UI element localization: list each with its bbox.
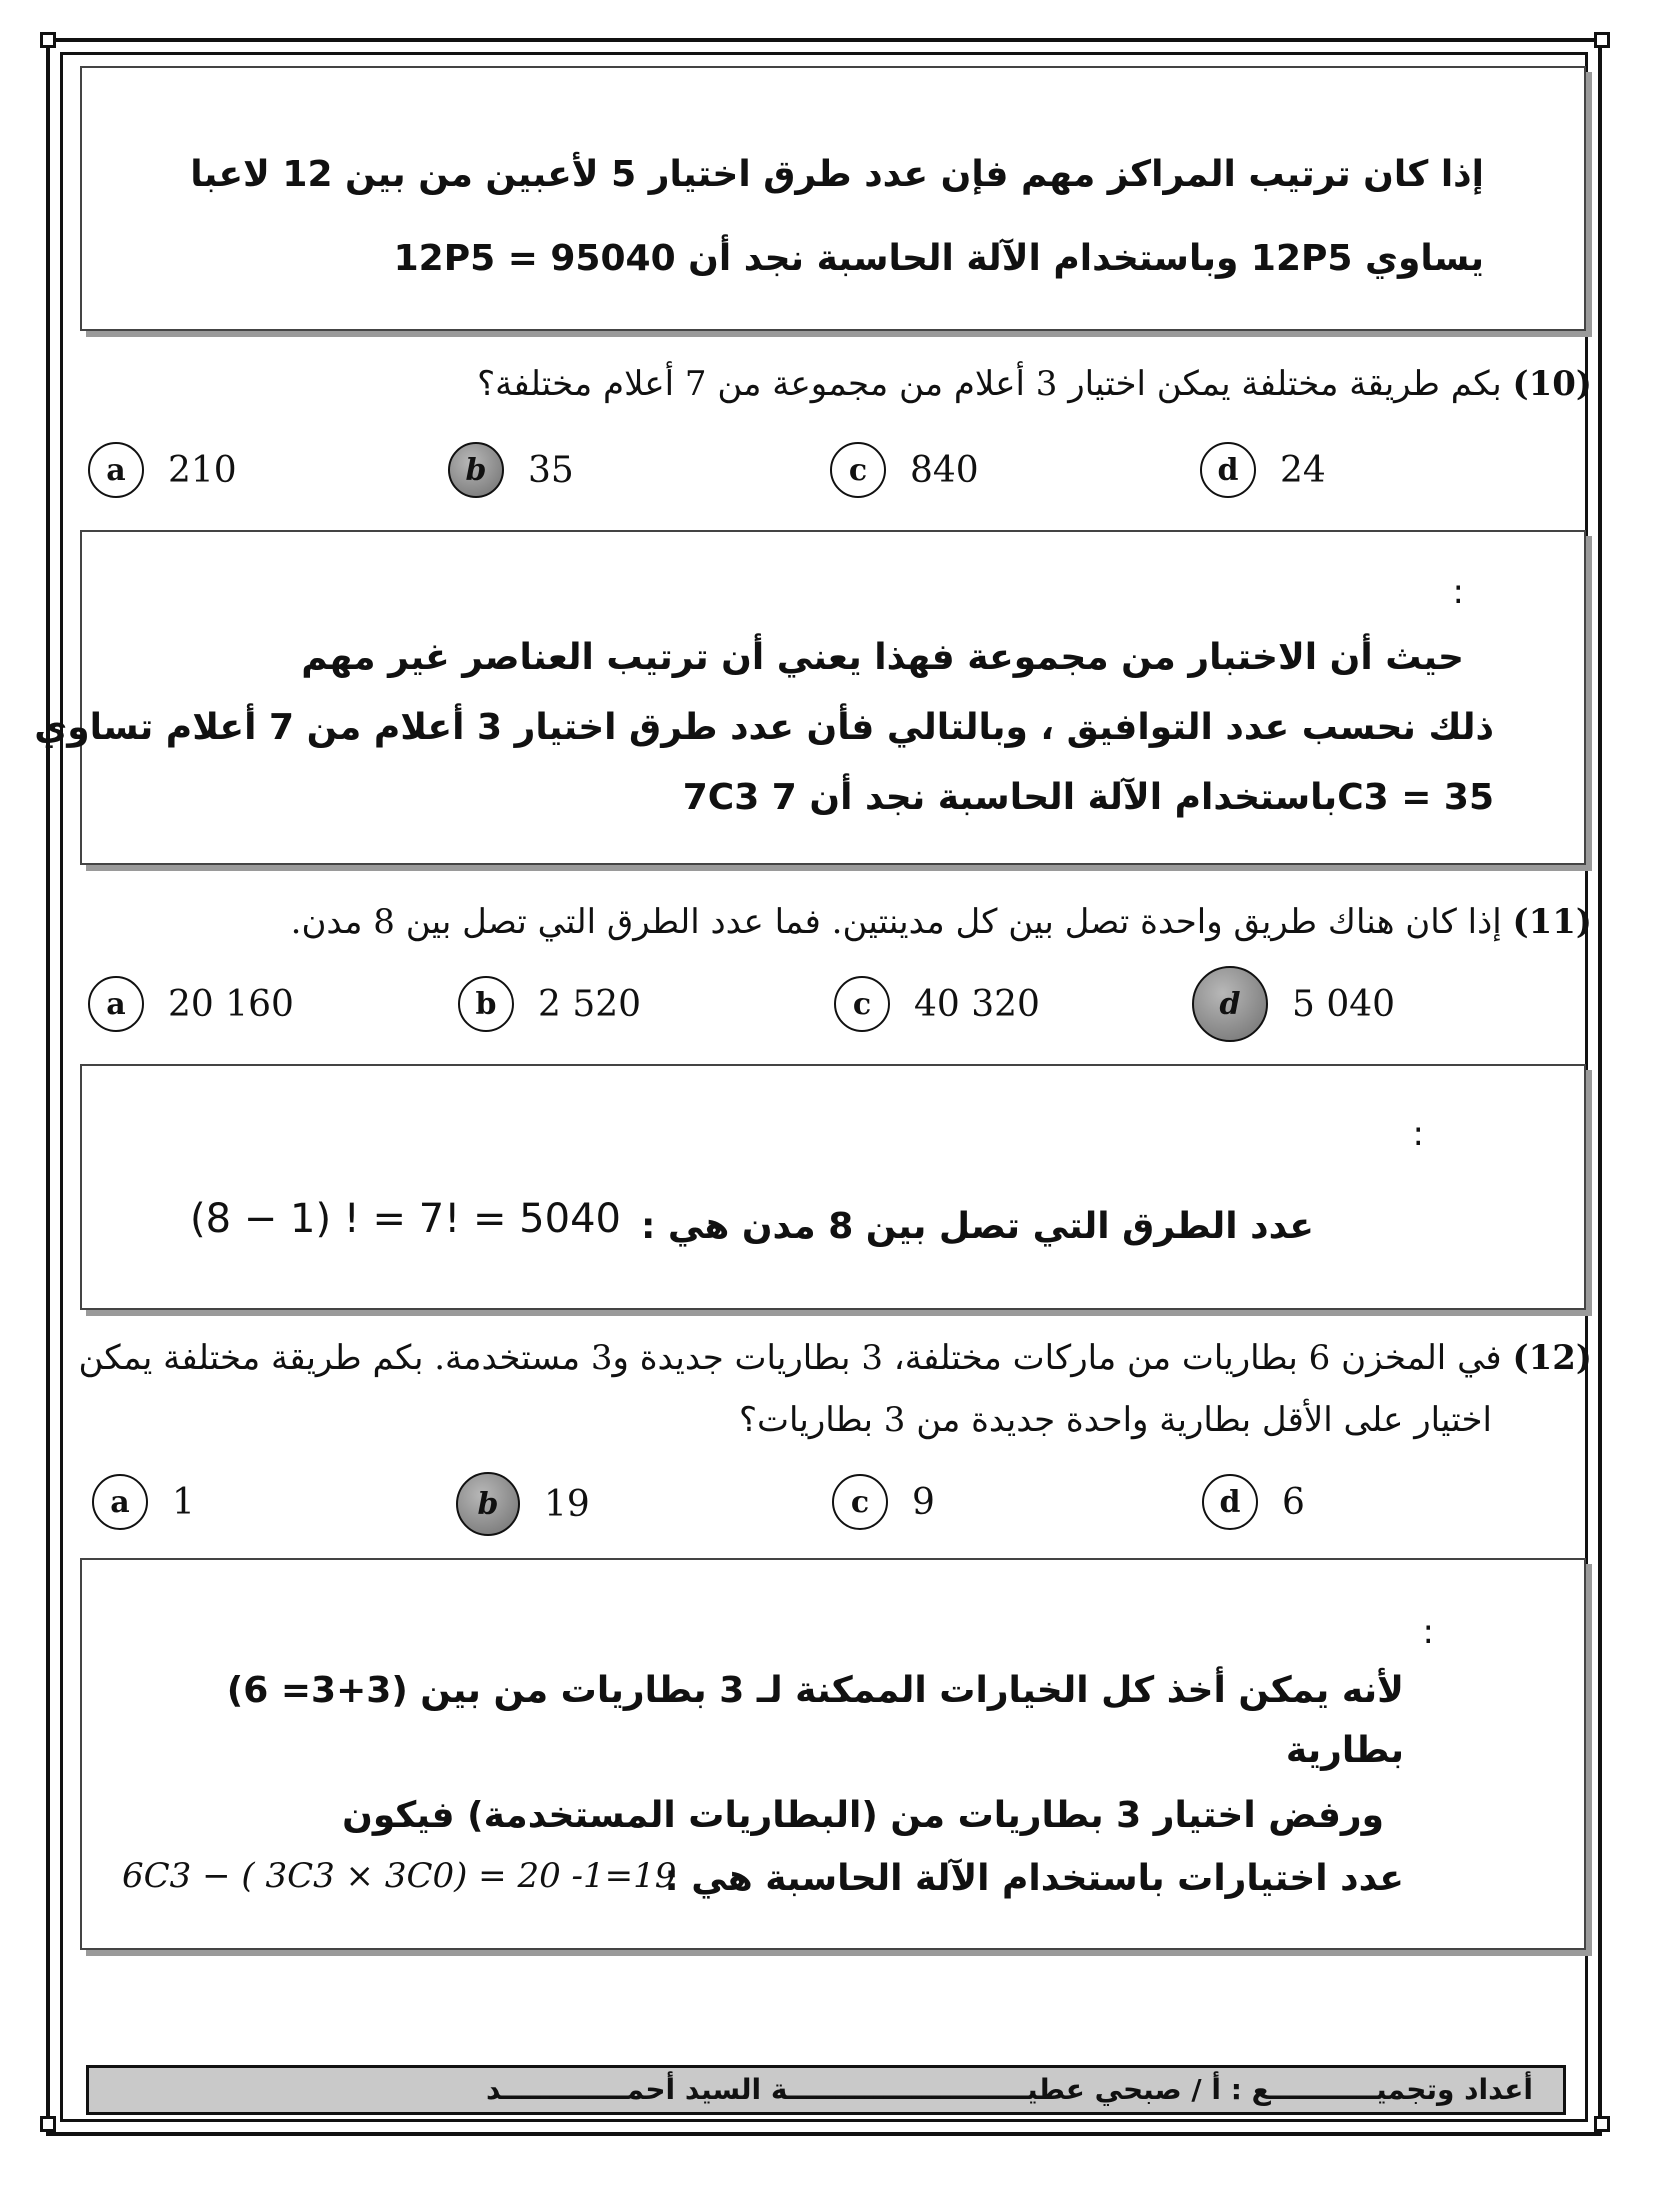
option-letter: d (1202, 1474, 1258, 1530)
question-number: (11) (1512, 902, 1592, 942)
option-value: 20 160 (168, 983, 294, 1025)
option-value: 9 (912, 1481, 935, 1523)
corner-ornament (40, 32, 56, 48)
option-d[interactable] (1202, 1474, 1305, 1530)
solution-line: يساوي 12P5 وباستخدام الآلة الحاسبة نجد أن 12P5 = 95040 (393, 238, 1484, 279)
option-letter: a (88, 976, 144, 1032)
solution-line: عدد اختيارات باستخدام الآلة الحاسبة هي : (664, 1858, 1404, 1899)
question-text: في المخزن 6 بطاريات من ماركات مختلفة، 3 بطاريات جديدة و3 مستخدمة. بكم طريقة مختلفة يمكن (78, 1338, 1502, 1378)
footer-credit: أعداد وتجميـــــــــــع : أ / صبحي عطيـــــــــــــــــــــــــة السيد أحمـــــــــــــد (86, 2065, 1566, 2115)
solution-line: عدد الطرق التي تصل بين 8 مدن هي : (640, 1206, 1314, 1247)
option-a[interactable] (88, 442, 237, 498)
option-letter: a (88, 442, 144, 498)
question-11 (291, 902, 1592, 942)
option-value: 24 (1280, 449, 1326, 491)
solution-box-q10 (34, 530, 1586, 865)
option-b[interactable] (458, 976, 641, 1032)
question-text: بكم طريقة مختلفة يمكن اختيار 3 أعلام من مجموعة من 7 أعلام مختلفة؟ (477, 364, 1502, 404)
option-letter: c (834, 976, 890, 1032)
option-letter: d (1192, 966, 1268, 1042)
question-text: إذا كان هناك طريق واحدة تصل بين كل مدينتين. فما عدد الطرق التي تصل بين 8 مدن. (290, 902, 1502, 942)
option-value: 19 (544, 1483, 590, 1525)
option-b-selected[interactable] (448, 442, 574, 498)
option-c[interactable] (830, 442, 979, 498)
option-b-selected[interactable] (456, 1472, 590, 1536)
option-value: 2 520 (538, 983, 642, 1025)
option-value: 40 320 (914, 983, 1040, 1025)
solution-line: ورفض اختيار 3 بطاريات من (البطاريات المستخدمة) فيكون (342, 1795, 1384, 1836)
question-text: اختيار على الأقل بطارية واحدة جديدة من 3 بطاريات؟ (738, 1400, 1492, 1440)
colon-mark: : (1452, 572, 1464, 612)
solution-box-q12 (80, 1558, 1586, 1950)
question-12-continued (739, 1400, 1492, 1440)
solution-line: حيث أن الاختبار من مجموعة فهذا يعني أن ترتيب العناصر غير مهم (301, 637, 1464, 678)
solution-box-q11 (80, 1064, 1586, 1310)
corner-ornament (1594, 2116, 1610, 2132)
option-a[interactable] (88, 976, 294, 1032)
option-value: 840 (910, 449, 979, 491)
question-12 (79, 1338, 1592, 1378)
option-value: 5 040 (1292, 983, 1396, 1025)
corner-ornament (40, 2116, 56, 2132)
colon-mark: : (1422, 1612, 1434, 1652)
colon-mark: : (1412, 1114, 1424, 1154)
option-a[interactable] (92, 1474, 195, 1530)
option-letter: b (456, 1472, 520, 1536)
option-c[interactable] (832, 1474, 935, 1530)
corner-ornament (1594, 32, 1610, 48)
question-number: (10) (1512, 364, 1592, 404)
question-10 (477, 364, 1592, 404)
option-value: 6 (1282, 1481, 1305, 1523)
option-letter: c (832, 1474, 888, 1530)
solution-formula: (8 − 1) ! = 7! = 5040 (190, 1196, 621, 1242)
option-letter: a (92, 1474, 148, 1530)
option-letter: c (830, 442, 886, 498)
question-number: (12) (1512, 1338, 1592, 1378)
solution-line: لأنه يمكن أخذ كل الخيارات الممكنة لـ 3 بطاريات من بين (3+3= 6) (226, 1670, 1404, 1711)
solution-line: بطارية (1285, 1730, 1404, 1771)
option-d[interactable] (1200, 442, 1326, 498)
solution-box-q9 (80, 66, 1586, 331)
option-value: 1 (172, 1481, 195, 1523)
solution-line: ذلك نحسب عدد التوافيق ، وبالتالي فأن عدد طرق اختيار 3 أعلام من 7 أعلام تساوي (34, 707, 1494, 748)
option-c[interactable] (834, 976, 1040, 1032)
option-value: 35 (528, 449, 574, 491)
option-letter: d (1200, 442, 1256, 498)
option-value: 210 (168, 449, 237, 491)
option-d-selected[interactable] (1192, 966, 1395, 1042)
option-letter: b (458, 976, 514, 1032)
solution-line: إذا كان ترتيب المراكز مهم فإن عدد طرق اختيار 5 لأعبين من بين 12 لاعبا (190, 154, 1484, 195)
solution-line: 7C3 باستخدام الآلة الحاسبة نجد أن 7C3 = 35 (682, 777, 1494, 818)
option-letter: b (448, 442, 504, 498)
solution-formula: 6C3 − ( 3C3 × 3C0) = 20 -1=19 (122, 1856, 677, 1896)
